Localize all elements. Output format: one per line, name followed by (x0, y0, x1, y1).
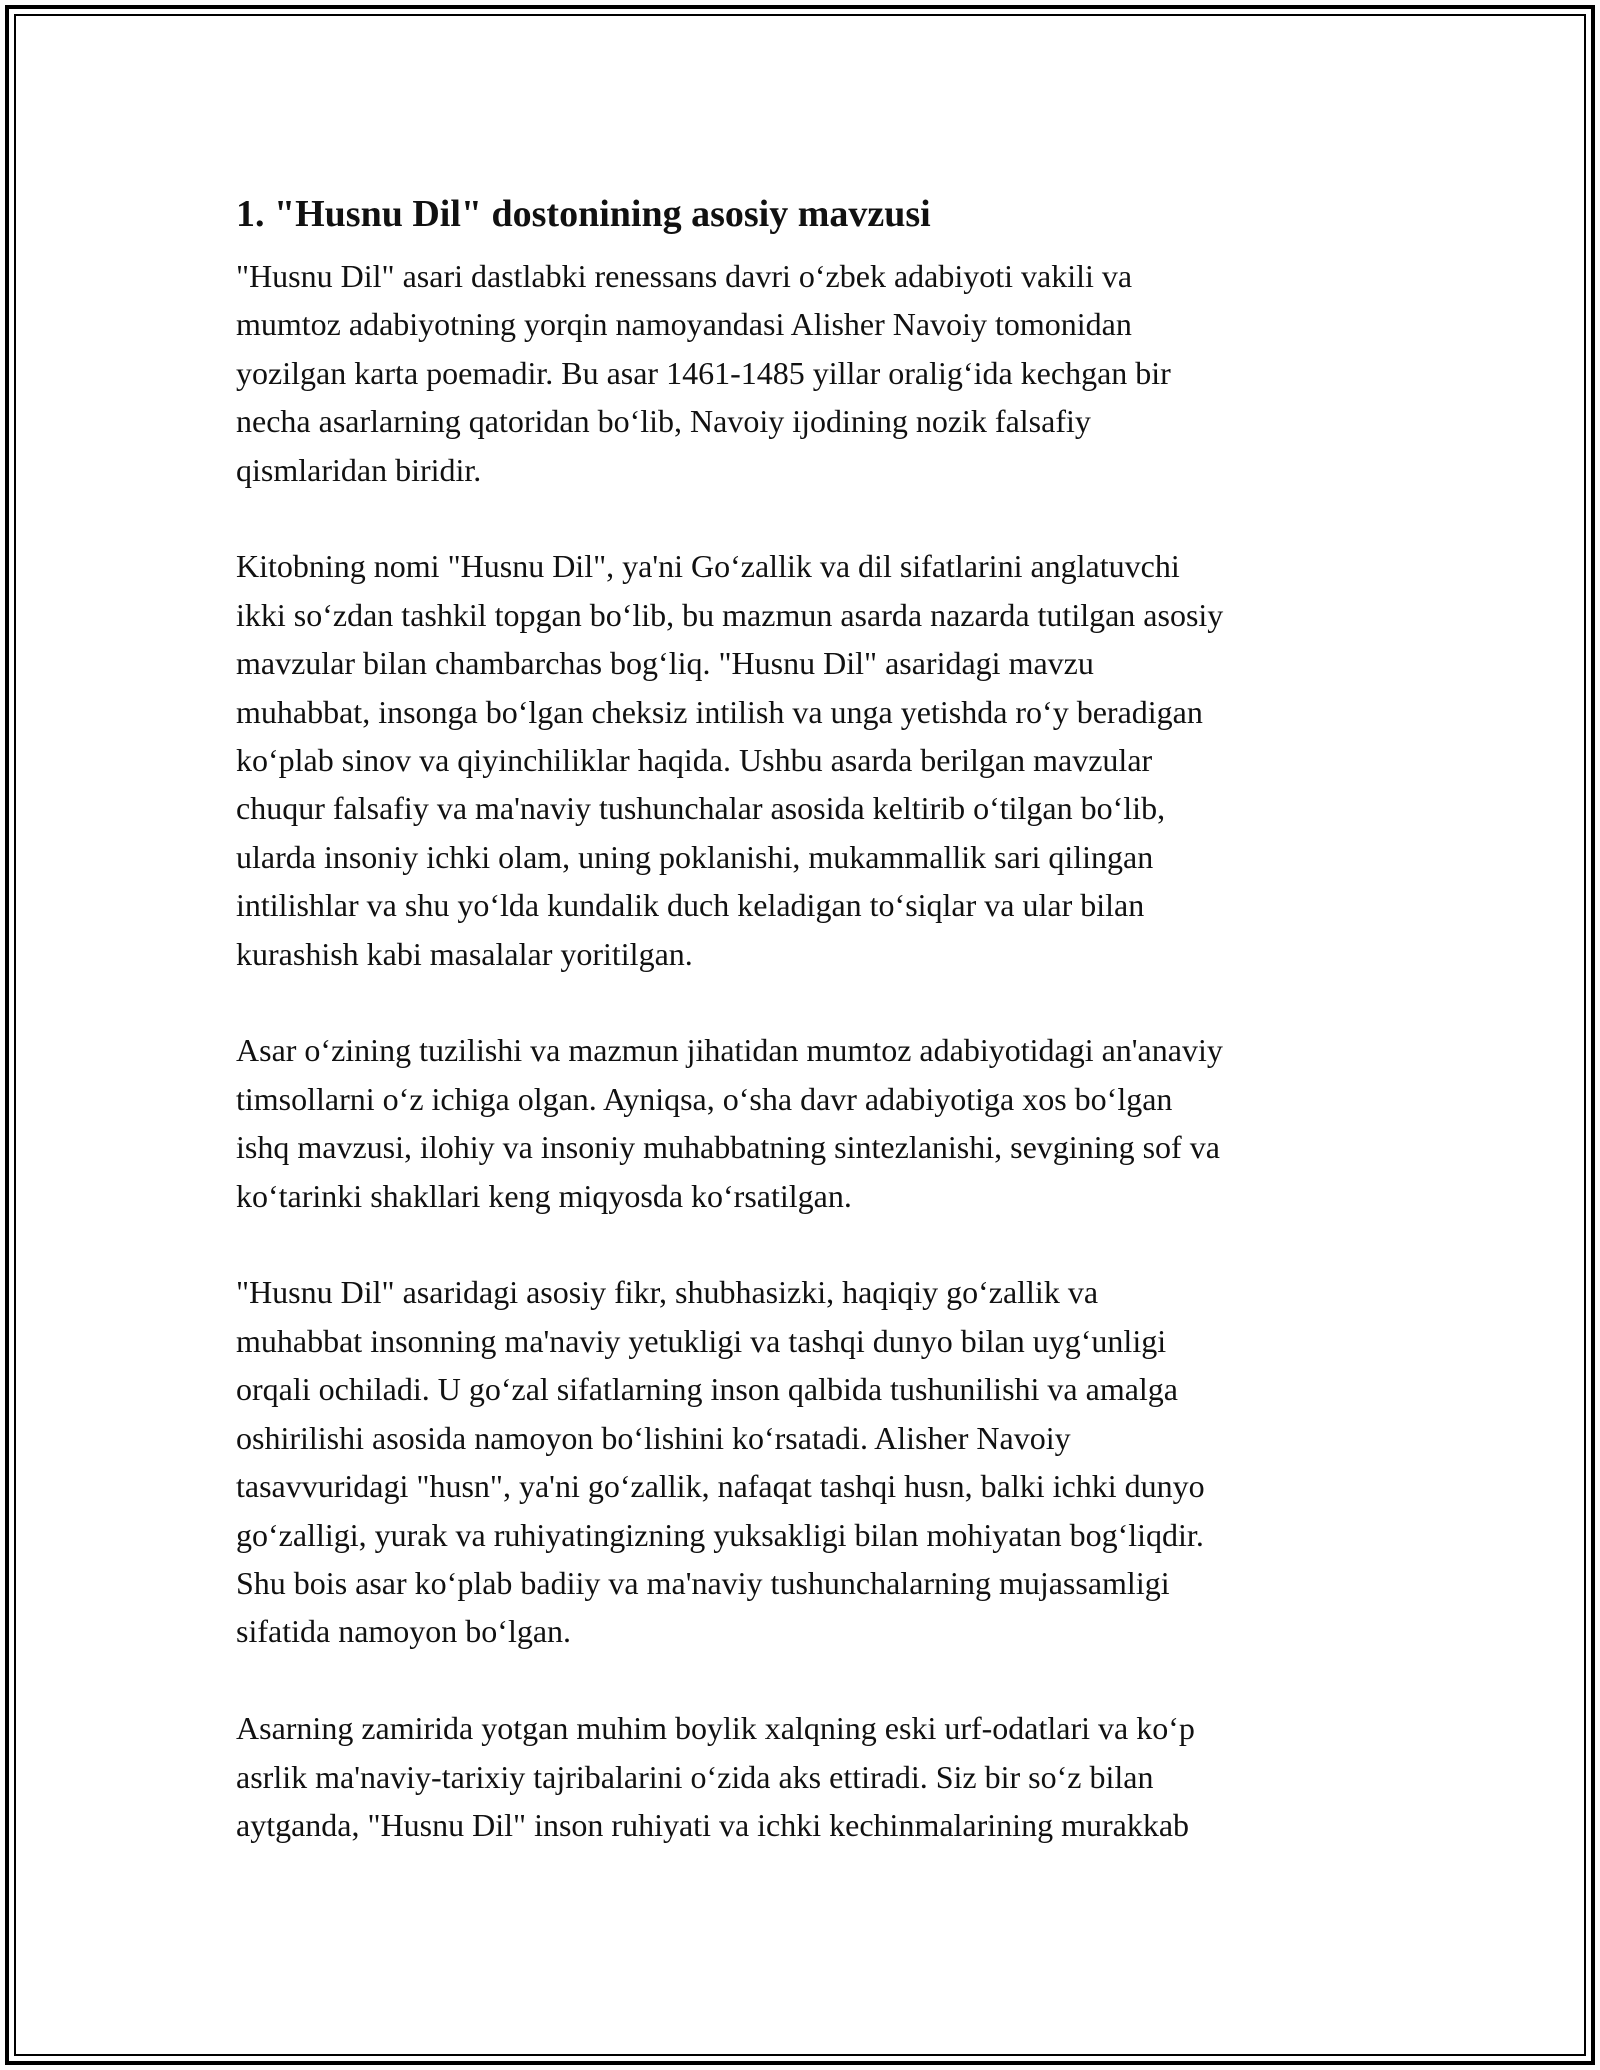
text-line: Kitobning nomi "Husnu Dil", ya'ni Go‘zallik va dil sifatlarini anglatuvchi (236, 548, 1180, 585)
paragraph (236, 542, 1376, 978)
text-line: Asarning zamirida yotgan muhim boylik xalqning eski urf-odatlari va ko‘p (236, 1710, 1195, 1747)
text-line: yozilgan karta poemadir. Bu asar 1461-1485 yillar oralig‘ida kechgan bir (236, 354, 1171, 391)
section-heading: 1. "Husnu Dil" dostonining asosiy mavzusi (236, 193, 931, 235)
paragraph (236, 1026, 1376, 1220)
paragraph (236, 1268, 1376, 1655)
text-line: asrlik ma'naviy-tarixiy tajribalarini o‘zida aks ettiradi. Siz bir so‘z bilan (236, 1758, 1154, 1795)
text-line: necha asarlarning qatoridan bo‘lib, Navoiy ijodining nozik falsafiy (236, 403, 1091, 440)
text-line: qismlaridan biridir. (236, 451, 482, 488)
text-line: sifatida namoyon bo‘lgan. (236, 1613, 572, 1650)
text-line: mumtoz adabiyotning yorqin namoyandasi Alisher Navoiy tomonidan (236, 306, 1132, 343)
text-line: muhabbat, insonga bo‘lgan cheksiz intilish va unga yetishda ro‘y beradigan (236, 693, 1203, 730)
paragraph-list (236, 252, 1376, 1849)
paragraph (236, 1704, 1376, 1849)
text-line: aytganda, "Husnu Dil" inson ruhiyati va ichki kechinmalarining murakkab (236, 1806, 1190, 1843)
text-line: oshirilishi asosida namoyon bo‘lishini ko‘rsatadi. Alisher Navoiy (236, 1419, 1071, 1456)
text-line: intilishlar va shu yo‘lda kundalik duch keladigan to‘siqlar va ular bilan (236, 887, 1145, 924)
text-line: Shu bois asar ko‘plab badiiy va ma'naviy tushunchalarning mujassamligi (236, 1564, 1170, 1601)
text-line: mavzular bilan chambarchas bog‘liq. "Husnu Dil" asaridagi mavzu (236, 645, 1094, 682)
text-line: ko‘tarinki shakllari keng miqyosda ko‘rsatilgan. (236, 1177, 852, 1214)
document-body (236, 186, 1376, 1898)
text-line: tasavvuridagi "husn", ya'ni go‘zallik, nafaqat tashqi husn, balki ichki dunyo (236, 1468, 1205, 1505)
text-line: kurashish kabi masalalar yoritilgan. (236, 935, 693, 972)
text-line: "Husnu Dil" asaridagi asosiy fikr, shubhasizki, haqiqiy go‘zallik va (236, 1274, 1099, 1311)
text-line: muhabbat insonning ma'naviy yetukligi va tashqi dunyo bilan uyg‘unligi (236, 1322, 1167, 1359)
text-line: ko‘plab sinov va qiyinchiliklar haqida. Ushbu asarda berilgan mavzular (236, 742, 1153, 779)
text-line: ishq mavzusi, ilohiy va insoniy muhabbatning sintezlanishi, sevgining sof va (236, 1129, 1220, 1166)
text-line: Asar o‘zining tuzilishi va mazmun jihatidan mumtoz adabiyotidagi an'anaviy (236, 1032, 1223, 1069)
paragraph (236, 252, 1376, 494)
text-line: orqali ochiladi. U go‘zal sifatlarning inson qalbida tushunilishi va amalga (236, 1371, 1178, 1408)
text-line: chuqur falsafiy va ma'naviy tushunchalar asosida keltirib o‘tilgan bo‘lib, (236, 790, 1166, 827)
text-line: timsollarni o‘z ichiga olgan. Ayniqsa, o‘sha davr adabiyotiga xos bo‘lgan (236, 1080, 1173, 1117)
text-line: ikki so‘zdan tashkil topgan bo‘lib, bu mazmun asarda nazarda tutilgan asosiy (236, 596, 1224, 633)
text-line: go‘zalligi, yurak va ruhiyatingizning yuksakligi bilan mohiyatan bog‘liqdir. (236, 1516, 1204, 1553)
text-line: "Husnu Dil" asari dastlabki renessans davri o‘zbek adabiyoti vakili va (236, 258, 1133, 294)
text-line: ularda insoniy ichki olam, uning poklanishi, mukammallik sari qilingan (236, 838, 1154, 875)
